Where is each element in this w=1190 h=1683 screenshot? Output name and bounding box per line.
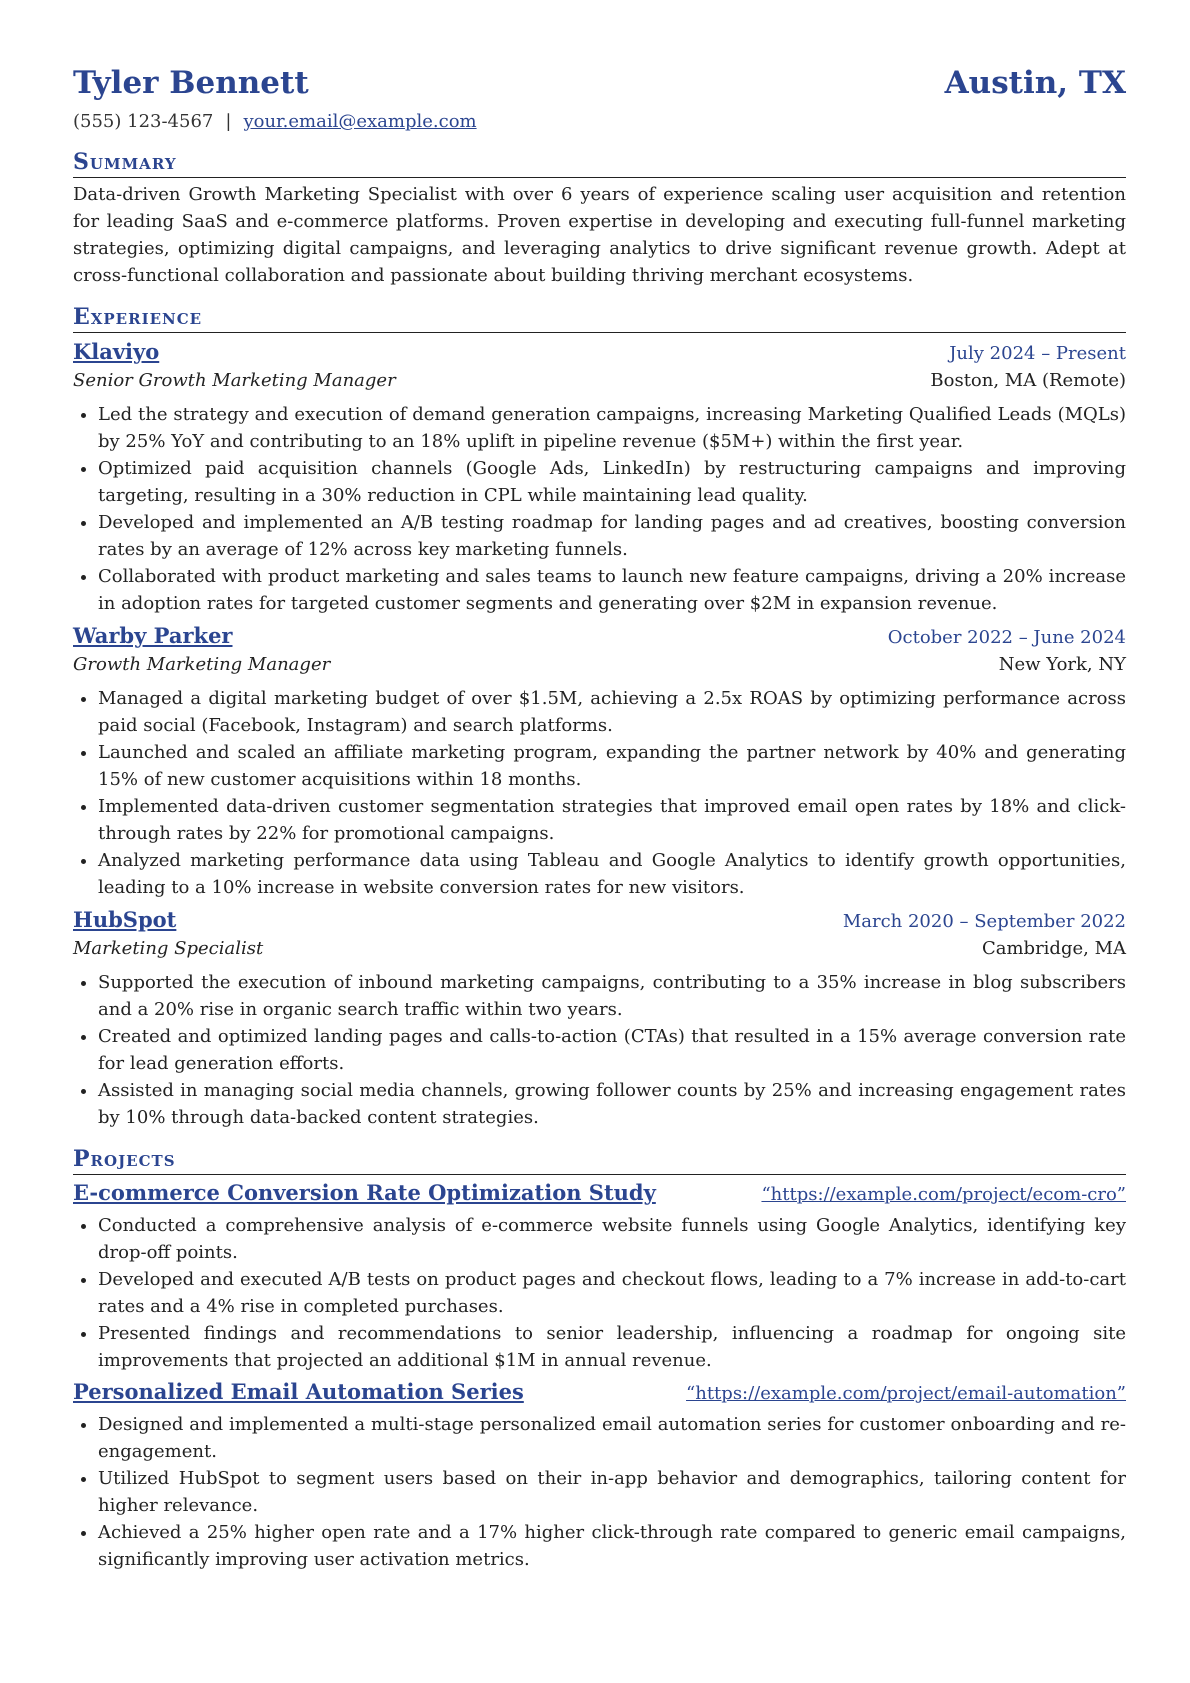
- candidate-location: Austin, TX: [944, 65, 1126, 101]
- job-bullets: [73, 969, 1126, 1131]
- bullet-item: • Launched and scaled an affiliate marketing program, expanding the partner network by 40% and generating 15% of new customer acquisitions within 18 months.: [98, 739, 1126, 793]
- email-link[interactable]: your.email@example.com: [243, 111, 477, 132]
- job-role: Growth Marketing Manager: [73, 654, 331, 675]
- bullet-item: • Managed a digital marketing budget of over $1.5M, achieving a 2.5x ROAS by optimizing performance across paid social (Facebook, Instagram) and search platforms.: [98, 685, 1126, 739]
- project-entry-ecom-cro: [73, 1180, 1126, 1374]
- resume-header: [73, 62, 1126, 104]
- project-bullets: [73, 1411, 1126, 1573]
- phone-number: (555) 123-4567: [73, 111, 214, 132]
- project-entry-email-automation: [73, 1379, 1126, 1573]
- project-title-link[interactable]: Personalized Email Automation Series: [73, 1379, 524, 1404]
- bullet-item: • Designed and implemented a multi-stage personalized email automation series for customer onboarding and re-engagement.: [98, 1411, 1126, 1465]
- summary-text: Data-driven Growth Marketing Specialist with over 6 years of experience scaling user acquisition and retention for leading SaaS and e-commerce platforms. Proven expertise in developing and executing full-funnel marketing strategies, optimizing digital campaigns, and leveraging analytics to drive significant revenue growth. Adept at cross-functional collaboration and passionate about building thriving merchant ecosystems.: [73, 184, 1126, 286]
- company-link[interactable]: Klaviyo: [73, 339, 160, 364]
- job-role: Marketing Specialist: [73, 938, 264, 959]
- projects-heading: Projects: [73, 1145, 1126, 1175]
- project-bullets: [73, 1212, 1126, 1374]
- contact-separator: |: [225, 111, 232, 132]
- project-url-link[interactable]: “https://example.com/project/ecom-cro”: [761, 1184, 1126, 1205]
- job-location: Cambridge, MA: [981, 938, 1126, 959]
- company-link[interactable]: HubSpot: [73, 907, 177, 932]
- bullet-item: • Assisted in managing social media channels, growing follower counts by 25% and increasing engagement rates by 10% through data-backed content strategies.: [98, 1077, 1126, 1131]
- bullet-item: • Developed and executed A/B tests on product pages and checkout flows, leading to a 7% increase in add-to-cart rates and a 4% rise in completed purchases.: [98, 1266, 1126, 1320]
- bullet-item: • Analyzed marketing performance data using Tableau and Google Analytics to identify growth opportunities, leading to a 10% increase in website conversion rates for new visitors.: [98, 847, 1126, 901]
- job-role: Senior Growth Marketing Manager: [73, 370, 396, 391]
- bullet-item: • Implemented data-driven customer segmentation strategies that improved email open rates by 18% and click-through rates by 22% for promotional campaigns.: [98, 793, 1126, 847]
- company-link[interactable]: Warby Parker: [73, 623, 233, 648]
- job-dates: July 2024 – Present: [949, 343, 1126, 364]
- bullet-item: • Supported the execution of inbound marketing campaigns, contributing to a 35% increase in blog subscribers and a 20% rise in organic search traffic within two years.: [98, 969, 1126, 1023]
- summary-heading: Summary: [73, 148, 1126, 178]
- bullet-item: • Collaborated with product marketing and sales teams to launch new feature campaigns, driving a 20% increase in adoption rates for targeted customer segments and generating over $2M in expansion revenue.: [98, 563, 1126, 617]
- resume-page: [73, 62, 1126, 1573]
- bullet-item: • Utilized HubSpot to segment users based on their in-app behavior and demographics, tailoring content for higher relevance.: [98, 1465, 1126, 1519]
- contact-line: [73, 110, 1126, 134]
- bullet-item: • Led the strategy and execution of demand generation campaigns, increasing Marketing Qualified Leads (MQLs) by 25% YoY and contributing to an 18% uplift in pipeline revenue ($5M+) within the first year.: [98, 401, 1126, 455]
- bullet-item: • Conducted a comprehensive analysis of e-commerce website funnels using Google Analytics, identifying key drop-off points.: [98, 1212, 1126, 1266]
- job-entry-hubspot: [73, 905, 1126, 1131]
- job-entry-warby-parker: [73, 621, 1126, 901]
- job-bullets: [73, 685, 1126, 901]
- project-url-link[interactable]: “https://example.com/project/email-automation”: [686, 1383, 1126, 1404]
- job-bullets: [73, 401, 1126, 617]
- job-location: New York, NY: [998, 654, 1126, 675]
- job-dates: October 2022 – June 2024: [887, 627, 1126, 648]
- candidate-name: Tyler Bennett: [73, 65, 309, 101]
- bullet-item: • Created and optimized landing pages and calls-to-action (CTAs) that resulted in a 15% average conversion rate for lead generation efforts.: [98, 1023, 1126, 1077]
- bullet-item: • Achieved a 25% higher open rate and a 17% higher click-through rate compared to generic email campaigns, significantly improving user activation metrics.: [98, 1519, 1126, 1573]
- job-entry-klaviyo: [73, 337, 1126, 617]
- job-dates: March 2020 – September 2022: [842, 911, 1126, 932]
- experience-heading: Experience: [73, 303, 1126, 333]
- project-title-link[interactable]: E-commerce Conversion Rate Optimization Study: [73, 1180, 656, 1205]
- bullet-item: • Developed and implemented an A/B testing roadmap for landing pages and ad creatives, boosting conversion rates by an average of 12% across key marketing funnels.: [98, 509, 1126, 563]
- job-location: Boston, MA (Remote): [930, 370, 1126, 391]
- bullet-item: • Optimized paid acquisition channels (Google Ads, LinkedIn) by restructuring campaigns and improving targeting, resulting in a 30% reduction in CPL while maintaining lead quality.: [98, 455, 1126, 509]
- bullet-item: • Presented findings and recommendations to senior leadership, influencing a roadmap for ongoing site improvements that projected an additional $1M in annual revenue.: [98, 1320, 1126, 1374]
